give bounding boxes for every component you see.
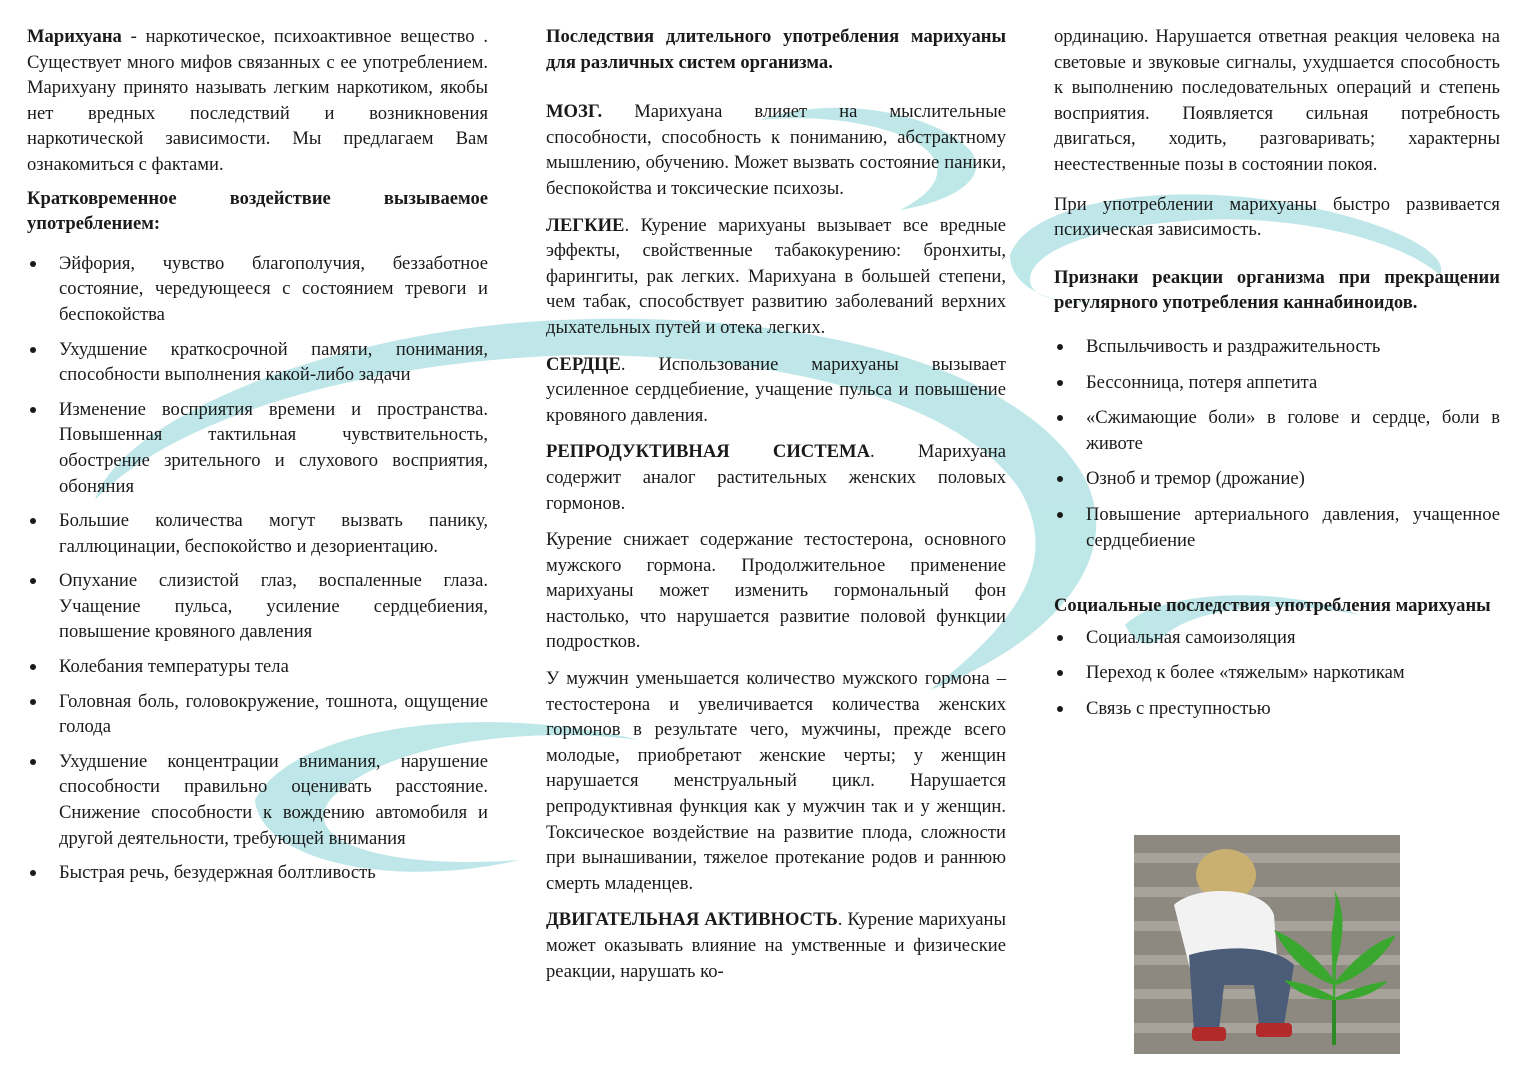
list-item: Связь с преступностью [1054, 696, 1500, 722]
column-left [27, 24, 488, 895]
reproductive-label: РЕПРОДУКТИВНАЯ СИСТЕМА [546, 441, 871, 463]
list-item: Повышение артериального давления, учащенное сердцебиение [1054, 502, 1500, 553]
left-shoe [1192, 1027, 1226, 1041]
intro-paragraph [27, 24, 488, 178]
photo-teen-on-stairs [1134, 835, 1400, 1054]
short-term-effects-list [27, 251, 488, 886]
list-item: Опухание слизистой глаз, воспаленные глаза. Учащение пульса, усиление сердцебиения, повышение кровяного давления [27, 568, 488, 645]
heart-paragraph [546, 352, 1006, 429]
brain-label: МОЗГ. [546, 101, 603, 123]
motor-continuation-paragraph: ординацию. Нарушается ответная реакция человека на световые и звуковые сигналы, ухудшается способность к выполнению последовательных операций и степень восприятия. Появляется сильная потребность двигаться, ходить, разговаривать; характерны неестественные позы в состоянии покоя. [1054, 26, 1500, 175]
list-item: Ухудшение краткосрочной памяти, понимания, способности выполнения какой-либо задачи [27, 337, 488, 388]
column-middle [546, 24, 1006, 995]
list-item: «Сжимающие боли» в голове и сердце, боли в животе [1054, 405, 1500, 456]
list-item: Быстрая речь, безудержная болтливость [27, 860, 488, 886]
lungs-paragraph [546, 213, 1006, 341]
brain-text: Марихуана влияет на мыслительные способности, способность к пониманию, абстрактному мышлению, обучению. Может вызвать состояние паники, беспокойства и токсические психозы. [546, 101, 1006, 199]
motor-paragraph [546, 907, 1006, 984]
social-heading: Социальные последствия употребления марихуаны [1054, 595, 1491, 617]
list-item: Бессонница, потеря аппетита [1054, 370, 1500, 396]
right-shoe [1256, 1023, 1292, 1037]
withdrawal-heading: Признаки реакции организма при прекращении регулярного употребления каннабиноидов. [1054, 266, 1500, 314]
dependence-paragraph: При употреблении марихуаны быстро развивается психическая зависимость. [1054, 193, 1500, 241]
men-women-paragraph: У мужчин уменьшается количество мужского гормона – тестостерона и увеличивается количества женских гормонов в результате чего, мужчины, прежде всего молодые, приобретают женские черты; у женщин нарушается менструальный цикл. Нарушается репродуктивная функция как у мужчин так и у женщин. Токсическое воздействие на развитие плода, сложности при вынашивании, тяжелое протекание родов и раннюю смерть младенцев. [546, 668, 1006, 894]
list-item: Вспыльчивость и раздражительность [1054, 334, 1500, 360]
photo-illustration [1134, 835, 1400, 1054]
motor-text: . Курение марихуаны может оказывать влияние на умственные и физические реакции, нарушать ко- [546, 909, 1006, 982]
withdrawal-symptoms-list [1054, 334, 1500, 553]
intro-text: - наркотическое, психоактивное вещество . Существует много мифов связанных с ее употреблением. Марихуану принято называть легким наркотиком, якобы нет вредных последствий и возникновения наркотической зависимости. Мы предлагаем Вам ознакомиться с фактами. [27, 26, 488, 175]
heart-label: СЕРДЦЕ [546, 353, 621, 375]
list-item: Ухудшение концентрации внимания, нарушение способности правильно оценивать расстояние. Снижение способности к вождению автомобиля и другой деятельности, требующей внимания [27, 749, 488, 851]
testosterone-paragraph: Курение снижает содержание тестостерона, основного мужского гормона. Продолжительное применение марихуаны может изменить гормональный фон настолько, что нарушается развитие половой функции подростков. [546, 529, 1006, 653]
lungs-text: . Курение марихуаны вызывает все вредные эффекты, свойственные табакокурению: бронхиты, фарингиты, рак легких. Марихуана в большей степени, чем табак, способствует развитию заболеваний верхних дыхательных путей и отека легких. [546, 214, 1006, 338]
intro-term: Марихуана [27, 26, 122, 47]
short-term-heading: Кратковременное воздействие вызываемое употреблением: [27, 187, 488, 235]
brain-paragraph [546, 99, 1006, 201]
list-item: Головная боль, головокружение, тошнота, ощущение голода [27, 689, 488, 740]
list-item: Большие количества могут вызвать панику, галлюцинации, беспокойство и дезориентацию. [27, 508, 488, 559]
list-item: Социальная самоизоляция [1054, 625, 1500, 651]
lungs-label: ЛЕГКИЕ [546, 214, 625, 236]
heart-text: . Использование марихуаны вызывает усиленное сердцебиение, учащение пульса и повышение кровяного давления. [546, 353, 1006, 426]
list-item: Эйфория, чувство благополучия, беззаботное состояние, чередующееся с состоянием тревоги и беспокойства [27, 251, 488, 328]
list-item: Озноб и тремор (дрожание) [1054, 466, 1500, 492]
column-right [1054, 24, 1500, 731]
reproductive-text: . Марихуана содержит аналог растительных женских половых гормонов. [546, 441, 1006, 514]
motor-label: ДВИГАТЕЛЬНАЯ АКТИВНОСТЬ [546, 909, 838, 931]
social-consequences-list [1054, 625, 1500, 722]
list-item: Изменение восприятия времени и пространства. Повышенная тактильная чувствительность, обострение зрительного и слухового восприятия, обоняния [27, 397, 488, 499]
long-term-heading: Последствия длительного употребления марихуаны для различных систем организма. [546, 26, 1006, 73]
list-item: Колебания температуры тела [27, 654, 488, 680]
reproductive-paragraph [546, 439, 1006, 516]
list-item: Переход к более «тяжелым» наркотикам [1054, 660, 1500, 686]
